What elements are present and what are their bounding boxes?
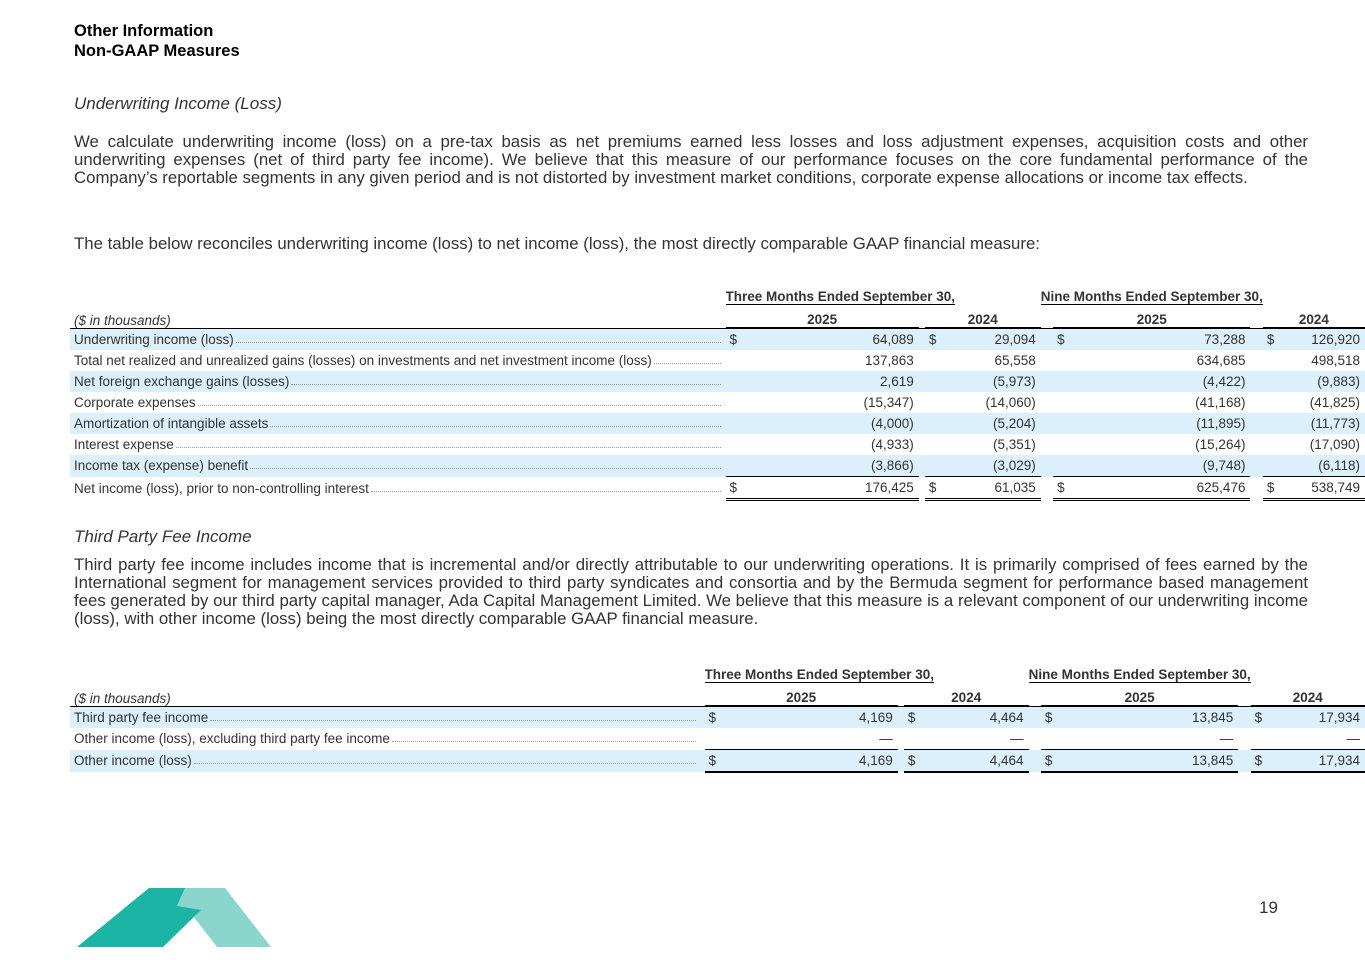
page-number: 19 xyxy=(1259,898,1278,917)
cell-value: (11,773) xyxy=(1279,413,1365,434)
paragraph-third-party-fee xyxy=(74,556,1308,628)
currency-symbol xyxy=(904,728,934,750)
page-header xyxy=(74,21,240,61)
cell-value: (14,060) xyxy=(985,395,1036,410)
currency-symbol: $ xyxy=(705,750,735,773)
group-header-nine-months: Nine Months Ended September 30, xyxy=(1029,662,1251,683)
currency-symbol xyxy=(726,455,756,477)
currency-symbol xyxy=(1053,413,1084,434)
currency-symbol: $ xyxy=(1041,706,1072,728)
currency-symbol: $ xyxy=(1041,750,1072,773)
year-header: 2025 xyxy=(705,683,898,707)
paragraph-text: Third party fee income includes income that is incremental and/or directly attributable to our underwriting operations. It is primarily comprised of fees earned by the International segment for management services provided to third party syndicates and consortia and by the Bermuda segment for performance based management fees generated by our third party capital manager, Ada Capital Management Limited. We believe that this measure is a relevant component of our underwriting income (loss), with other income (loss) being the most directly comparable GAAP financial measure. xyxy=(74,555,1308,628)
year-header: 2025 xyxy=(726,305,919,329)
table-row-corporate-expenses xyxy=(70,392,1365,413)
table-row-amortization xyxy=(70,413,1365,434)
table-year-header-row xyxy=(70,305,1365,329)
cell-value: (3,029) xyxy=(955,455,1041,477)
cell-value: (5,351) xyxy=(993,437,1036,452)
currency-symbol xyxy=(726,350,756,371)
cell-value: 4,169 xyxy=(735,706,898,728)
row-label: Total net realized and unrealized gains (losses) on investments and net investment income (loss) xyxy=(74,353,652,368)
cell-value: 73,288 xyxy=(1084,328,1251,350)
currency-symbol xyxy=(1263,350,1279,371)
dot-leader xyxy=(392,741,697,742)
dot-leader xyxy=(198,405,721,406)
table-group-header-row xyxy=(70,662,1365,683)
section-title-third-party-fee: Third Party Fee Income xyxy=(74,527,252,546)
year-header: 2024 xyxy=(925,305,1041,329)
currency-symbol xyxy=(1263,392,1279,413)
currency-symbol: $ xyxy=(1053,328,1084,350)
year-header: 2024 xyxy=(1251,683,1365,707)
cell-value: 29,094 xyxy=(955,328,1041,350)
currency-symbol xyxy=(1041,728,1072,750)
cell-value: — xyxy=(1219,731,1234,746)
row-label: Income tax (expense) benefit xyxy=(74,458,249,474)
header-line-2: Non-GAAP Measures xyxy=(74,42,240,60)
cell-value: (17,090) xyxy=(1309,437,1360,452)
year-header: 2025 xyxy=(1041,683,1238,707)
currency-symbol xyxy=(925,350,955,371)
currency-symbol xyxy=(726,392,756,413)
dot-leader xyxy=(236,342,721,343)
cell-value: (3,866) xyxy=(756,455,919,477)
dot-leader xyxy=(250,468,721,469)
currency-symbol xyxy=(1263,434,1279,455)
cell-value: (5,973) xyxy=(955,371,1041,392)
dot-leader xyxy=(194,763,697,764)
company-logo-icon xyxy=(77,888,271,947)
currency-symbol xyxy=(1053,455,1084,477)
cell-value: 17,934 xyxy=(1269,750,1365,773)
cell-value: (41,168) xyxy=(1195,395,1246,410)
paragraph-reconcile-intro xyxy=(74,235,1308,253)
currency-symbol: $ xyxy=(925,477,955,500)
table-group-header-row xyxy=(70,284,1365,305)
table-row-investment-gains xyxy=(70,350,1365,371)
currency-symbol xyxy=(1053,371,1084,392)
row-label: Third party fee income xyxy=(74,709,209,725)
currency-symbol: $ xyxy=(904,706,934,728)
cell-value: (4,422) xyxy=(1084,371,1251,392)
cell-value: 4,169 xyxy=(735,750,898,773)
currency-symbol xyxy=(726,413,756,434)
cell-value: 176,425 xyxy=(756,477,919,500)
currency-symbol xyxy=(1263,455,1279,477)
table-row-other-income xyxy=(70,750,1365,773)
currency-symbol xyxy=(925,371,955,392)
cell-value: 17,934 xyxy=(1269,706,1365,728)
currency-symbol: $ xyxy=(705,706,735,728)
cell-value: 13,845 xyxy=(1072,750,1239,773)
currency-symbol xyxy=(925,392,955,413)
currency-symbol: $ xyxy=(1251,750,1269,773)
row-label: Other income (loss), excluding third party fee income xyxy=(74,731,390,747)
paragraph-underwriting-definition xyxy=(74,133,1308,187)
row-label: Net income (loss), prior to non-controlling interest xyxy=(74,480,369,496)
cell-value: (41,825) xyxy=(1309,395,1360,410)
table-row-interest-expense xyxy=(70,434,1365,455)
currency-symbol: $ xyxy=(1263,477,1279,500)
table-row-net-income xyxy=(70,477,1365,500)
currency-symbol xyxy=(1053,350,1084,371)
currency-symbol xyxy=(1053,434,1084,455)
cell-value: 65,558 xyxy=(994,353,1036,368)
cell-value: 61,035 xyxy=(955,477,1041,500)
cell-value: 13,845 xyxy=(1072,706,1239,728)
currency-symbol: $ xyxy=(726,328,756,350)
table-row-fx-gains xyxy=(70,371,1365,392)
underwriting-reconciliation-table xyxy=(70,284,1365,501)
cell-value: 498,518 xyxy=(1311,353,1360,368)
cell-value: (15,264) xyxy=(1195,437,1246,452)
cell-value: 625,476 xyxy=(1084,477,1251,500)
currency-symbol xyxy=(726,371,756,392)
currency-symbol: $ xyxy=(1263,328,1279,350)
cell-value: (9,883) xyxy=(1279,371,1365,392)
row-label: Amortization of intangible assets xyxy=(74,416,269,431)
year-header: 2025 xyxy=(1053,305,1250,329)
cell-value: (15,347) xyxy=(863,395,914,410)
paragraph-text: The table below reconciles underwriting income (loss) to net income (loss), the most directly comparable GAAP financial measure: xyxy=(74,234,1040,253)
cell-value: (4,933) xyxy=(871,437,914,452)
cell-value: (9,748) xyxy=(1084,455,1251,477)
currency-symbol xyxy=(1263,371,1279,392)
currency-symbol: $ xyxy=(726,477,756,500)
currency-symbol xyxy=(726,434,756,455)
currency-symbol: $ xyxy=(1251,706,1269,728)
cell-value: 2,619 xyxy=(756,371,919,392)
group-header-three-months: Three Months Ended September 30, xyxy=(705,662,935,683)
cell-value: 538,749 xyxy=(1279,477,1365,500)
year-header: 2024 xyxy=(1263,305,1365,329)
dot-leader xyxy=(291,384,721,385)
cell-value: 64,089 xyxy=(756,328,919,350)
table-row-other-income-excl xyxy=(70,728,1365,750)
row-label: Other income (loss) xyxy=(74,753,192,769)
row-label: Corporate expenses xyxy=(74,395,196,410)
currency-symbol xyxy=(925,455,955,477)
row-label: Underwriting income (loss) xyxy=(74,331,234,347)
cell-value: — xyxy=(879,731,893,746)
currency-symbol xyxy=(925,434,955,455)
cell-value: 4,464 xyxy=(934,750,1029,773)
third-party-fee-table xyxy=(70,662,1365,773)
currency-symbol xyxy=(1251,728,1269,750)
currency-symbol: $ xyxy=(925,328,955,350)
group-header-nine-months: Nine Months Ended September 30, xyxy=(1041,284,1263,305)
currency-symbol xyxy=(1053,392,1084,413)
section-title-underwriting: Underwriting Income (Loss) xyxy=(74,94,282,113)
paragraph-text: We calculate underwriting income (loss) on a pre-tax basis as net premiums earned less losses and loss adjustment expenses, acquisition costs and other underwriting expenses (net of third party fee income). We believe that this measure of our performance focuses on the core fundamental performance of the Company’s reportable segments in any given period and is not distorted by investment market conditions, corporate expense allocations or income tax effects. xyxy=(74,132,1308,187)
cell-value: (5,204) xyxy=(955,413,1041,434)
currency-symbol xyxy=(705,728,735,750)
group-header-three-months: Three Months Ended September 30, xyxy=(726,284,956,305)
header-line-1: Other Information xyxy=(74,22,214,40)
currency-symbol xyxy=(925,413,955,434)
table-row-underwriting-income xyxy=(70,328,1365,350)
table-year-header-row xyxy=(70,683,1365,707)
cell-value: 126,920 xyxy=(1279,328,1365,350)
dot-leader xyxy=(210,720,696,721)
row-label: Interest expense xyxy=(74,437,174,452)
table-row-third-party-fee xyxy=(70,706,1365,728)
cell-value: (6,118) xyxy=(1279,455,1365,477)
unit-label: ($ in thousands) xyxy=(74,690,171,706)
currency-symbol: $ xyxy=(904,750,934,773)
currency-symbol: $ xyxy=(1053,477,1084,500)
unit-label: ($ in thousands) xyxy=(74,312,171,328)
dot-leader xyxy=(371,491,721,492)
cell-value: — xyxy=(1010,731,1024,746)
currency-symbol xyxy=(1263,413,1279,434)
row-label: Net foreign exchange gains (losses) xyxy=(74,374,290,389)
cell-value: (11,895) xyxy=(1084,413,1251,434)
year-header: 2024 xyxy=(904,683,1029,707)
cell-value: 137,863 xyxy=(865,353,914,368)
dot-leader xyxy=(176,447,721,448)
cell-value: 634,685 xyxy=(1196,353,1246,368)
dot-leader xyxy=(654,363,721,364)
table-row-income-tax xyxy=(70,455,1365,477)
cell-value: 4,464 xyxy=(934,706,1029,728)
cell-value: — xyxy=(1346,731,1360,746)
dot-leader xyxy=(270,426,721,427)
cell-value: (4,000) xyxy=(756,413,919,434)
